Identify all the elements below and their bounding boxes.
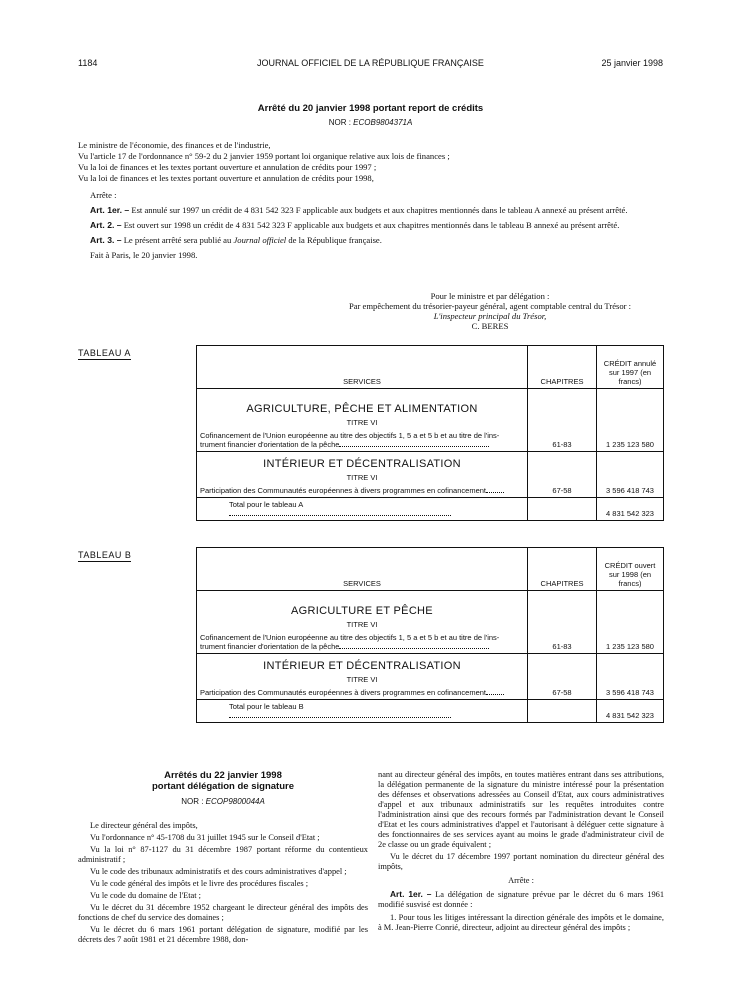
header-credit: CRÉDIT ouvert sur 1998 (en francs) — [597, 548, 664, 591]
header-services: SERVICES — [197, 346, 528, 389]
intro-line: Vu la loi de finances et les textes portant ouverture et annulation de crédits pour 1998, — [78, 173, 374, 183]
section-heading: INTÉRIEUR ET DÉCENTRALISATION — [263, 660, 461, 672]
fait-a: Fait à Paris, le 20 janvier 1998. — [90, 250, 198, 260]
article-1-item-1: 1. Pour tous les litiges intéressant la direction générale des impôts et le domaine, à M. Jean-Pierre Conrié, directeur, adjoint au directeur général des impôts ; — [378, 913, 664, 932]
arretes-title-2: portant délégation de signature — [152, 781, 294, 792]
row-label: Cofinancement de l'Union européenne au titre des objectifs 1, 5 a et 5 b et au titre de l'ins- trument financier d'orientation de la pêche — [200, 633, 500, 651]
row-value: 1 235 123 580 — [597, 591, 664, 654]
header-services: SERVICES — [197, 548, 528, 591]
row-chapitre: 67-58 — [528, 654, 597, 700]
row-label: Participation des Communautés européennes à divers programmes en cofinancement — [200, 688, 524, 697]
table-row — [197, 389, 664, 452]
article-1: Art. 1er. – Est annulé sur 1997 un crédit de 4 831 542 323 F applicable aux budgets et aux chapitres mentionnés dans le tableau A annexé au présent arrêté. — [90, 205, 628, 215]
table-row — [197, 654, 664, 700]
issue-date: 25 janvier 1998 — [601, 58, 663, 68]
row-chapitre: 61-83 — [528, 591, 597, 654]
row-value: 3 596 418 743 — [597, 654, 664, 700]
nor-line: NOR : ECOB9804371A — [328, 118, 413, 127]
arrete-word: Arrête : — [90, 190, 117, 200]
tableau-a-label: TABLEAU A — [78, 348, 131, 358]
total-row — [197, 700, 664, 723]
tableau-b-label: TABLEAU B — [78, 550, 132, 560]
header-chapitres: CHAPITRES — [528, 346, 597, 389]
header-credit: CRÉDIT annulé sur 1997 (en francs) — [597, 346, 664, 389]
signature-block: Pour le ministre et par délégation : Par empêchement du trésorier-payeur général, agent comptable central du Trésor : L'inspecteur principal du Trésor, C. BERES — [300, 291, 680, 331]
arretes-right-column: nant au directeur général des impôts, en toutes matières entrant dans ses attributions, la délégation permanente de la signature du ministre intéressé pour la présentation des défenses et observations adressées au Conseil d'Etat, aux cours administratives d'appel et aux tribunaux administratifs sur les requêtes introduites contre l'administration ainsi que des recours formés par l'administration devant le Conseil d'Etat et les cours administratives d'appel et l'autorisant à déléguer cette signature à des fonctionnaires de ses services ayant au moins le grade d'administrateur civil de 2e classe ou un grade équivalent ; Vu le décret du 17 décembre 1997 portant nomination du directeur général des impôts, Arrête : Art. 1er. – La délégation de signature prévue par le décret du 6 mars 1961 modifié susvisé est donnée : 1. Pour tous les litiges intéressant la direction générale des impôts et le domaine, à M. Jean-Pierre Conrié, directeur, adjoint au directeur général des impôts ; — [378, 770, 665, 932]
article-3: Art. 3. – Le présent arrêté sera publié au Journal officiel de la République française. — [90, 235, 382, 245]
table-row — [197, 591, 664, 654]
section-heading: INTÉRIEUR ET DÉCENTRALISATION — [263, 458, 461, 470]
section-heading: AGRICULTURE ET PÊCHE — [291, 605, 433, 617]
intro-line: Le ministre de l'économie, des finances et de l'industrie, — [78, 140, 271, 150]
total-row — [197, 498, 664, 521]
article-2: Art. 2. – Est ouvert sur 1998 un crédit de 4 831 542 323 F applicable aux budgets et aux chapitres mentionnés dans le tableau B annexé au présent arrêté. — [90, 220, 620, 230]
journal-title: JOURNAL OFFICIEL DE LA RÉPUBLIQUE FRANÇAISE — [257, 58, 484, 68]
arrete-title: Arrêté du 20 janvier 1998 portant report de crédits — [257, 103, 484, 114]
page-number: 1184 — [78, 58, 98, 68]
titre: TITRE VI — [346, 473, 378, 482]
table-header-row — [197, 548, 664, 591]
total-value: 4 831 542 323 — [597, 498, 664, 521]
row-label: Cofinancement de l'Union européenne au titre des objectifs 1, 5 a et 5 b et au titre de l'ins- trument financier d'orientation de la pêche — [200, 431, 500, 449]
arretes-left-column: Arrêtés du 22 janvier 1998 portant délégation de signature NOR : ECOP9800044A Le directeur général des impôts, Vu l'ordonnance n° 45-1708 du 31 juillet 1945 sur le Conseil d'Etat ; Vu la loi n° 87-1127 du 31 décembre 1987 portant réforme du contentieux administratif ; Vu le code des tribunaux administratifs et des cours administratives d'appel ; Vu le code général des impôts et le livre des procédures fiscales ; Vu le code du domaine de l'Etat ; Vu le décret du 31 décembre 1952 chargeant le directeur général des impôts des fonctions de chef du service des domaines ; Vu le décret du 6 mars 1961 portant délégation de signature, modifié par les décrets des 7 août 1981 et 21 décembre 1988, don- — [78, 770, 368, 944]
titre: TITRE VI — [346, 418, 378, 427]
intro-line: Vu la loi de finances et les textes portant ouverture et annulation de crédits pour 1997 ; — [78, 162, 377, 172]
row-chapitre: 61-83 — [528, 389, 597, 452]
total-value: 4 831 542 323 — [597, 700, 664, 723]
row-value: 3 596 418 743 — [597, 452, 664, 498]
row-chapitre: 67-58 — [528, 452, 597, 498]
table-row — [197, 452, 664, 498]
row-value: 1 235 123 580 — [597, 389, 664, 452]
titre: TITRE VI — [346, 620, 378, 629]
row-label: Participation des Communautés européennes à divers programmes en cofinancement — [200, 486, 524, 495]
article-1: Art. 1er. – La délégation de signature prévue par le décret du 6 mars 1961 modifié susvisé est donnée : — [378, 889, 665, 909]
tableau-b — [196, 547, 664, 723]
total-label: Total pour le tableau A — [229, 500, 304, 509]
intro-line: Vu l'article 17 de l'ordonnance n° 59-2 du 2 janvier 1959 portant loi organique relative aux lois de finances ; — [78, 151, 450, 161]
table-header-row — [197, 346, 664, 389]
titre: TITRE VI — [346, 675, 378, 684]
tableau-a — [196, 345, 664, 521]
total-label: Total pour le tableau B — [229, 702, 304, 711]
arrete-body — [78, 140, 663, 261]
arrete-word: Arrête : — [508, 876, 534, 885]
arretes-title-1: Arrêtés du 22 janvier 1998 — [164, 770, 282, 781]
signatory: C. BERES — [471, 321, 509, 331]
nor-line: NOR : ECOP9800044A — [181, 797, 265, 806]
nor-code: ECOB9804371A — [353, 118, 413, 127]
section-heading: AGRICULTURE, PÊCHE ET ALIMENTATION — [246, 403, 478, 415]
header-chapitres: CHAPITRES — [528, 548, 597, 591]
nor-code: ECOP9800044A — [205, 797, 265, 806]
